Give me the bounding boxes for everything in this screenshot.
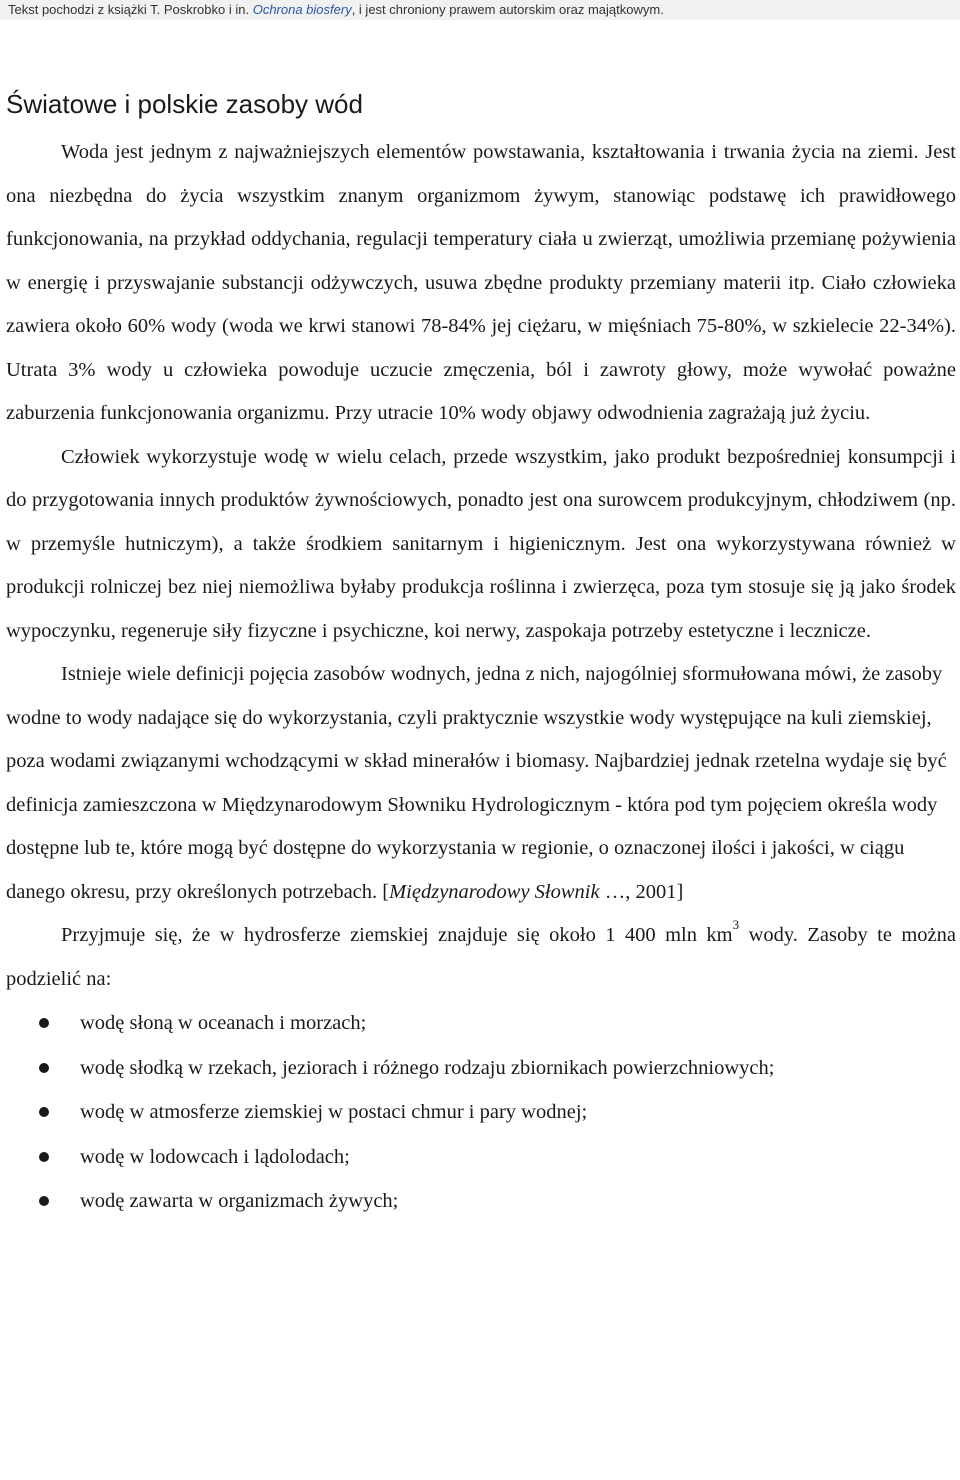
water-resources-list [6, 1001, 956, 1224]
section-title: Światowe i polskie zasoby wód [6, 89, 363, 119]
citation-title: Międzynarodowy Słownik [389, 880, 600, 903]
paragraph-3-text: Istnieje wiele definicji pojęcia zasobów wodnych, jedna z nich, najogólniej sformułowana mówi, że zasoby wodne to wody nadające się do wykorzystania, czyli praktycznie wszystkie wody występujące na kuli ziemskiej, poza wodami związanymi wchodzącymi w skład minerałów i biomasy. Najbardziej jednak rzetelna wydaje się być definicja zamieszczona w Międzynarodowym Słowniku Hydrologicznym - która pod tym pojęciem określa wody dostępne lub te, które mogą być dostępne do wykorzystania w regionie, o oznaczonej ilości i jakości, w ciągu danego okresu, przy określonych potrzebach. [6, 663, 947, 903]
list-item-text: wodę słoną w oceanach i morzach; [80, 1012, 367, 1034]
citation-rest: …, 2001] [599, 880, 684, 903]
list-item [6, 1001, 956, 1046]
paragraph-4-end: wody. Zasoby te można podzielić na: [6, 924, 956, 990]
copyright-notice [0, 0, 960, 20]
list-item [6, 1179, 956, 1224]
list-item-text: wodę w lodowcach i lądolodach; [80, 1145, 350, 1168]
list-item [6, 1090, 956, 1135]
bullet-icon [39, 1018, 49, 1028]
bullet-icon [39, 1107, 49, 1117]
list-item-text: wodę słodką w rzekach, jeziorach i różnego rodzaju zbiornikach powierzchniowych; [80, 1056, 775, 1079]
paragraph-4 [6, 914, 956, 1001]
paragraph-4-text: Przyjmuje się, że w hydrosferze ziemskiej znajduje się około 1 400 mln km [61, 924, 733, 946]
list-item-text: wodę w atmosferze ziemskiej w postaci chmur i pary wodnej; [80, 1101, 588, 1123]
paragraph-1: Woda jest jednym z najważniejszych elementów powstawania, kształtowania i trwania życia na ziemi. Jest ona niezbędna do życia wszystkim znanym organizmom żywym, stanowiąc podstawę ich prawidłowego funkcjonowania, na przykład oddychania, regulacji temperatury ciała u zwierząt, umożliwia przemianę pożywienia w energię i przyswajanie substancji odżywczych, usuwa zbędne produkty przemiany materii itp. Ciało człowieka zawiera około 60% wody (woda we krwi stanowi 78-84% jej ciężaru, w mięśniach 75-80%, w szkielecie 22-34%). Utrata 3% wody u człowieka powoduje uczucie zmęczenia, ból i zawroty głowy, może wywołać poważne zaburzenia funkcjonowania organizmu. Przy utracie 10% wody objawy odwodnienia zagrażają już życiu. [6, 141, 956, 424]
document-body [6, 131, 956, 1224]
notice-start: Tekst pochodzi z książki T. Poskrobko i in. [8, 2, 253, 17]
citation-open: [ [382, 880, 390, 903]
list-item [6, 1135, 956, 1180]
bullet-icon [39, 1152, 49, 1162]
list-item [6, 1046, 956, 1091]
citation [382, 881, 683, 903]
superscript-3: 3 [732, 917, 740, 932]
notice-book-title: Ochrona biosfery [252, 2, 352, 17]
list-item-text: wodę zawarta w organizmach żywych; [80, 1190, 399, 1212]
notice-end: , i jest chroniony prawem autorskim oraz majątkowym. [351, 2, 664, 17]
bullet-icon [39, 1063, 49, 1073]
bullet-icon [39, 1196, 49, 1206]
paragraph-3 [6, 653, 956, 914]
paragraph-2: Człowiek wykorzystuje wodę w wielu celach, przede wszystkim, jako produkt bezpośredniej konsumpcji i do przygotowania innych produktów żywnościowych, ponadto jest ona surowcem produkcyjnym, chłodziwem (np. w przemyśle hutniczym), a także środkiem sanitarnym i higienicznym. Jest ona wykorzystywana również w produkcji rolniczej bez niej niemożliwa byłaby produkcja roślinna i zwierzęca, poza tym stosuje się ją jako środek wypoczynku, regeneruje siły fizyczne i psychiczne, koi nerwy, zaspokaja potrzeby estetyczne i lecznicze. [6, 445, 956, 642]
